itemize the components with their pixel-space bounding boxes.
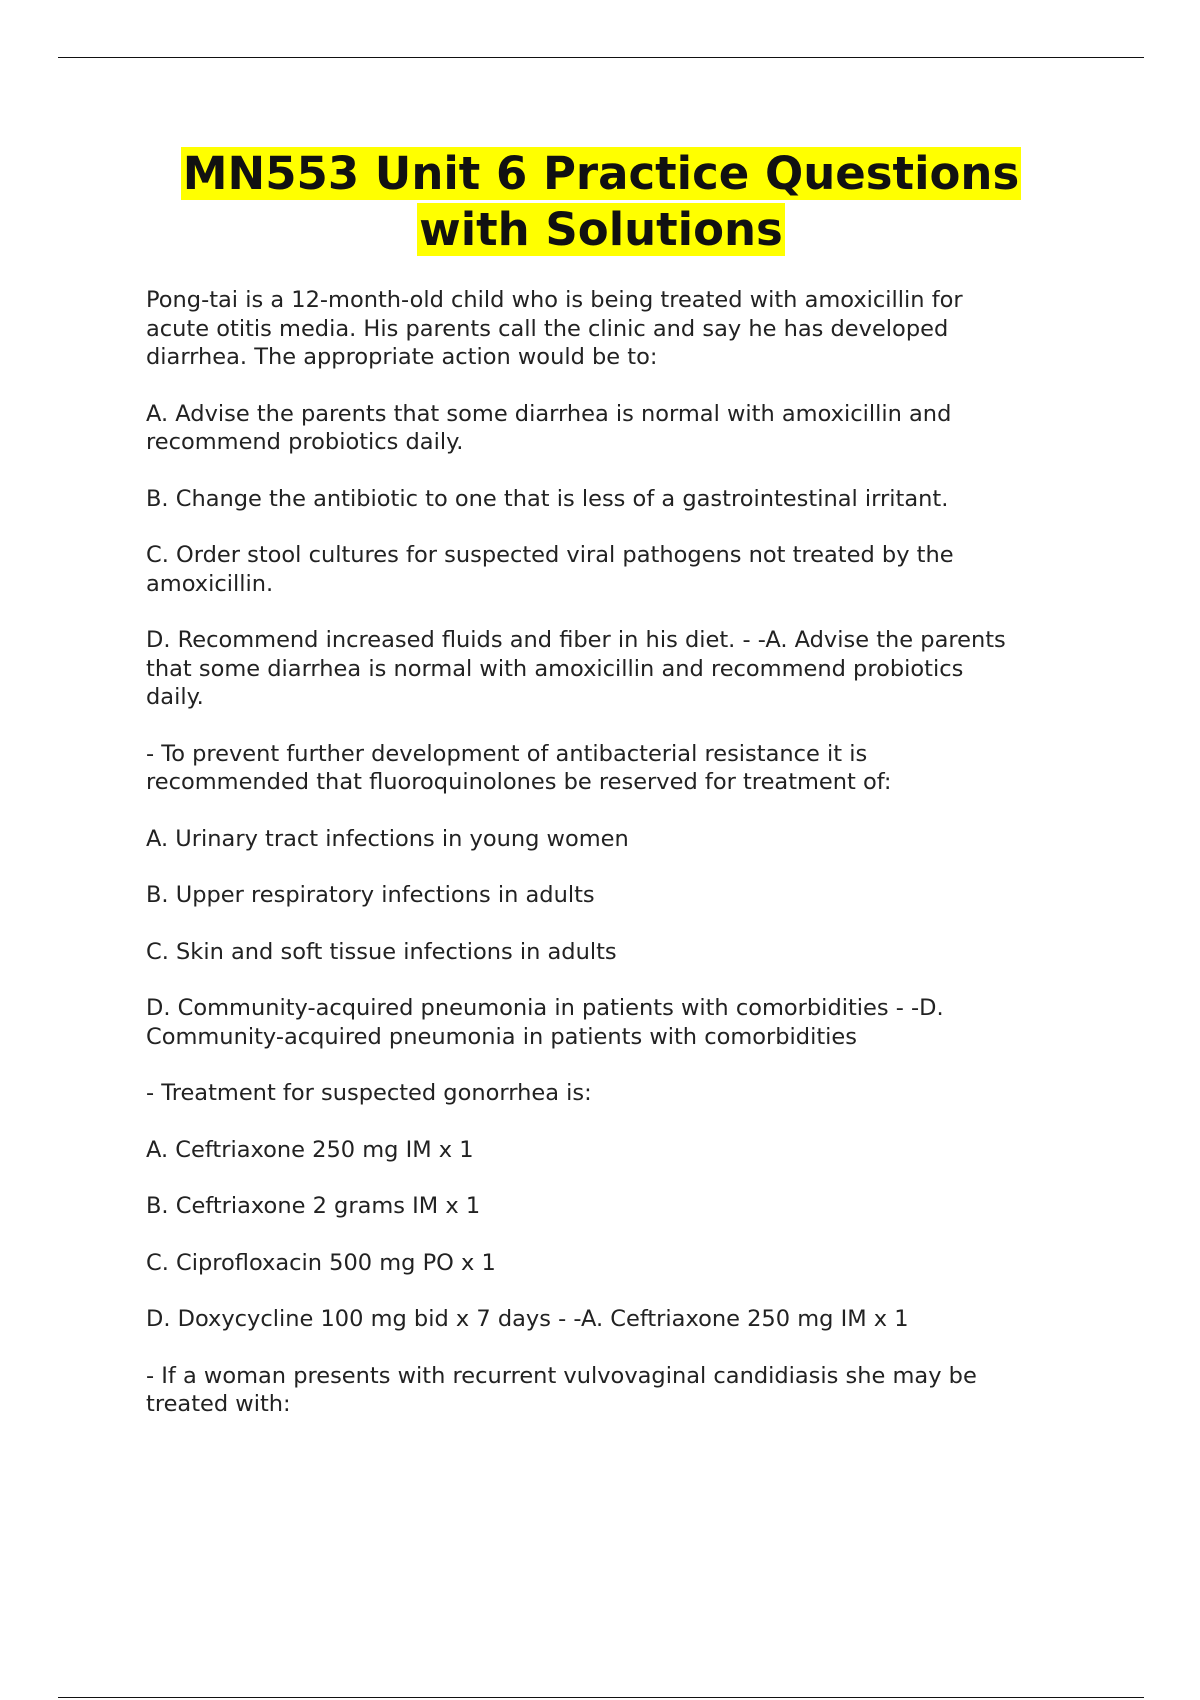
question-1-option-c: C. Order stool cultures for suspected viral pathogens not treated by the amoxicillin.: [146, 542, 954, 597]
header-rule: [58, 57, 1144, 58]
question-2-option-b: B. Upper respiratory infections in adults: [146, 882, 595, 908]
document-body: [146, 286, 1096, 1447]
question-1-option-d-answer: D. Recommend increased fluids and fiber in his diet. - -A. Advise the parents that some diarrhea is normal with amoxicillin and recommend probiotics daily.: [146, 627, 1006, 710]
question-3-stem: - Treatment for suspected gonorrhea is:: [146, 1080, 592, 1106]
question-1-stem: Pong-tai is a 12-month-old child who is being treated with amoxicillin for acute otitis media. His parents call the clinic and say he has developed diarrhea. The appropriate action would be to:: [146, 287, 963, 370]
question-3-option-d-answer: D. Doxycycline 100 mg bid x 7 days - -A. Ceftriaxone 250 mg IM x 1: [146, 1306, 909, 1332]
question-1-option-b: B. Change the antibiotic to one that is less of a gastrointestinal irritant.: [146, 485, 949, 512]
question-2-option-a: A. Urinary tract infections in young women: [146, 825, 629, 852]
question-4-stem: - If a woman presents with recurrent vulvovaginal candidiasis she may be treated with:: [146, 1362, 977, 1417]
title-line-1: MN553 Unit 6 Practice Questions: [182, 147, 1020, 200]
question-3-option-b: B. Ceftriaxone 2 grams IM x 1: [146, 1193, 481, 1219]
question-3-option-c: C. Ciprofloxacin 500 mg PO x 1: [146, 1249, 496, 1276]
title-line-2: with Solutions: [419, 203, 783, 256]
question-2-stem: - To prevent further development of antibacterial resistance it is recommended that fluoroquinolones be reserved for treatment of:: [146, 740, 892, 795]
footer-rule: [58, 1697, 1144, 1698]
question-2-option-c: C. Skin and soft tissue infections in adults: [146, 938, 617, 965]
document-title: [58, 146, 1144, 258]
question-3-option-a: A. Ceftriaxone 250 mg IM x 1: [146, 1136, 474, 1163]
question-1-option-a: A. Advise the parents that some diarrhea is normal with amoxicillin and recommend probiotics daily.: [146, 400, 952, 455]
question-2-option-d-answer: D. Community-acquired pneumonia in patients with comorbidities - -D. Community-acquired pneumonia in patients with comorbidities: [146, 995, 944, 1050]
